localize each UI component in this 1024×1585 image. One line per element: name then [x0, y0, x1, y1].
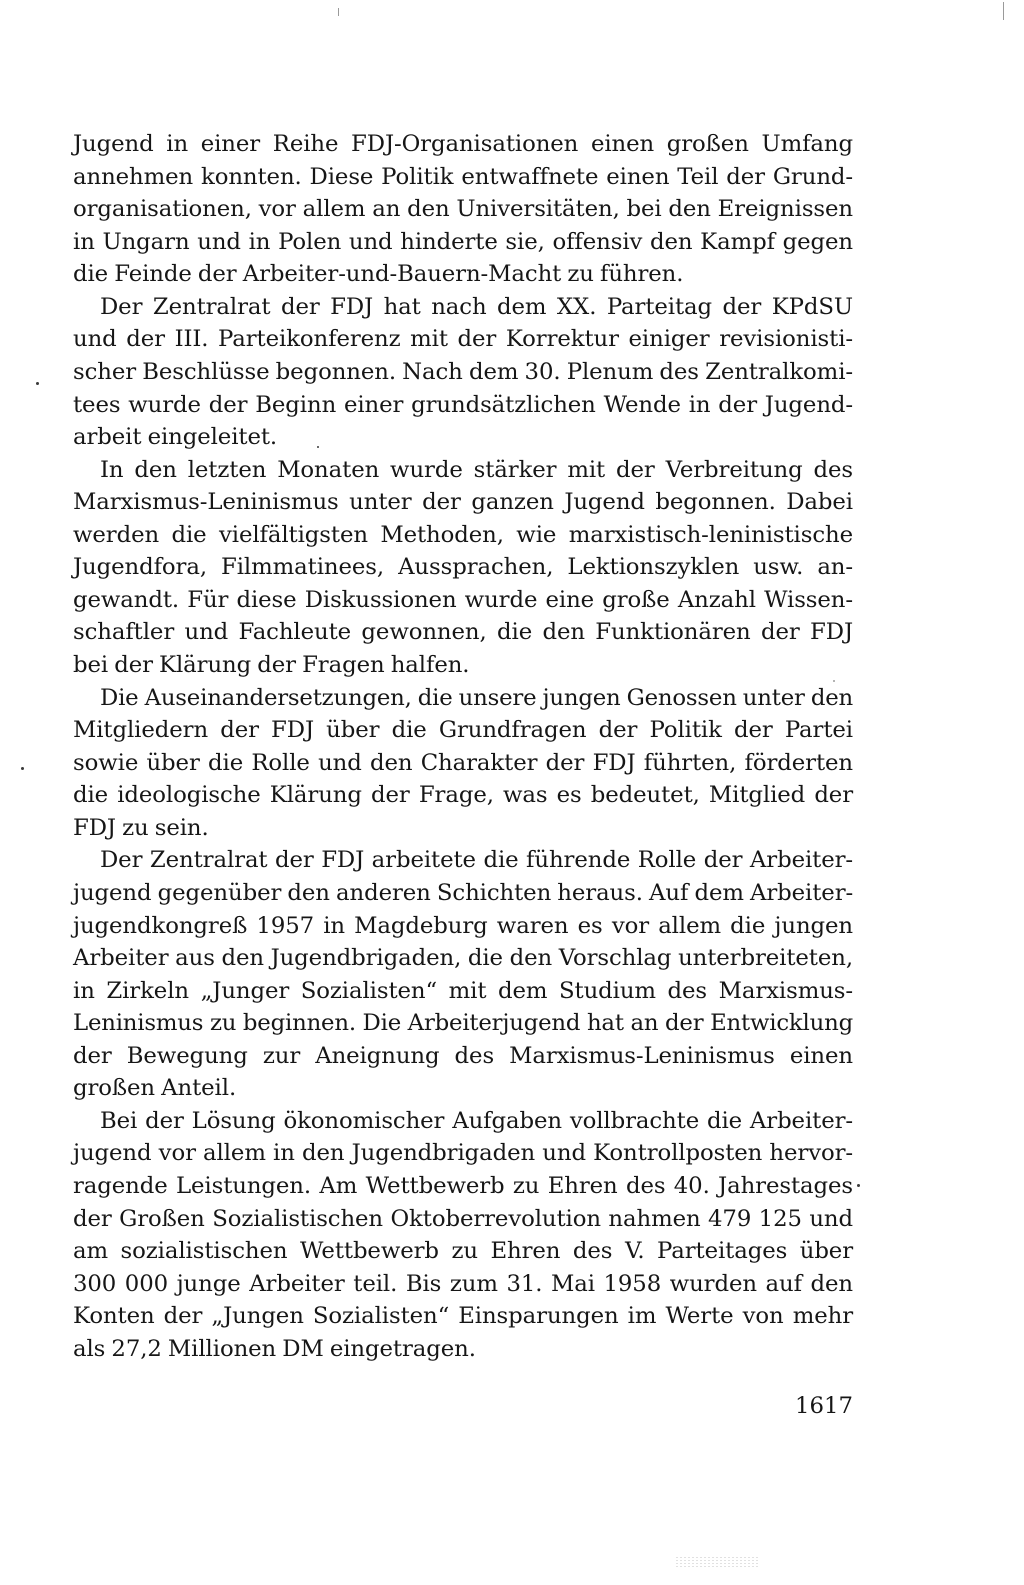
text-line: In den letzten Monaten wurde stärker mit der Verbreitung des: [100, 456, 853, 483]
text-line: FDJ zu sein.: [73, 814, 209, 841]
text-line: Jugendfora, Filmmatinees, Aussprachen, Lektionszyklen usw. an-: [73, 554, 853, 581]
text-line: ragende Leistungen. Am Wettbewerb zu Ehren des 40. Jahrestages: [73, 1173, 853, 1199]
text-line: großen Anteil.: [73, 1075, 237, 1102]
text-line: werden die vielfältigsten Methoden, wie marxistisch-leninistische: [73, 521, 853, 548]
body-text: [73, 128, 853, 1365]
scan-edge-mark: [1003, 2, 1004, 20]
text-line: Konten der „Jungen Sozialisten“ Einsparungen im Werte von mehr: [73, 1303, 853, 1330]
text-line: in Ungarn und in Polen und hinderte sie, offensiv den Kampf gegen: [73, 228, 853, 255]
text-line: jugend gegenüber den anderen Schichten heraus. Auf dem Arbeiter-: [73, 879, 854, 906]
text-line: organisationen, vor allem an den Universitäten, bei den Ereignissen: [73, 196, 853, 223]
text-line: Der Zentralrat der FDJ arbeitete die führende Rolle der Arbeiter-: [100, 847, 853, 874]
text-line: gewandt. Für diese Diskussionen wurde eine große Anzahl Wissen-: [73, 586, 853, 613]
text-line: die ideologische Klärung der Frage, was es bedeutet, Mitglied der: [73, 782, 853, 809]
scan-edge-mark: [338, 8, 339, 16]
text-line: in Zirkeln „Junger Sozialisten“ mit dem Studium des Marxismus-: [73, 977, 853, 1004]
page-number: 1617: [794, 1393, 853, 1419]
scan-speck: [36, 382, 39, 385]
text-line: Bei der Lösung ökonomischer Aufgaben vollbrachte die Arbeiter-: [100, 1107, 853, 1134]
text-line: der Bewegung zur Aneignung des Marxismus-Leninismus einen: [73, 1042, 853, 1069]
text-line: die Feinde der Arbeiter-und-Bauern-Macht zu führen.: [73, 261, 684, 288]
scan-speck: [857, 1184, 860, 1187]
text-line: Mitgliedern der FDJ über die Grundfragen der Politik der Partei: [73, 717, 853, 744]
text-line: und der III. Parteikonferenz mit der Korrektur einiger revisionisti-: [73, 326, 853, 353]
text-line: Leninismus zu beginnen. Die Arbeiterjugend hat an der Entwicklung: [73, 1010, 853, 1037]
text-line: 300 000 junge Arbeiter teil. Bis zum 31. Mai 1958 wurden auf den: [73, 1270, 853, 1297]
scan-speck: [317, 446, 319, 448]
text-line: als 27,2 Millionen DM eingetragen.: [73, 1335, 476, 1362]
text-line: jugend vor allem in den Jugendbrigaden und Kontrollposten hervor-: [73, 1140, 853, 1167]
text-line: Jugend in einer Reihe FDJ-Organisationen einen großen Umfang: [73, 131, 853, 157]
text-line: Arbeiter aus den Jugendbrigaden, die den Vorschlag unterbreiteten,: [73, 945, 853, 972]
text-line: der Großen Sozialistischen Oktoberrevolution nahmen 479 125 und: [73, 1205, 853, 1232]
scan-speck: [833, 680, 835, 682]
scan-dust: [675, 1556, 760, 1568]
text-line: tees wurde der Beginn einer grundsätzlichen Wende in der Jugend-: [73, 391, 853, 418]
text-line: arbeit eingeleitet.: [73, 424, 278, 451]
text-line: Der Zentralrat der FDJ hat nach dem XX. Parteitag der KPdSU: [100, 293, 853, 320]
text-line: annehmen konnten. Diese Politik entwaffnete einen Teil der Grund-: [73, 163, 853, 190]
text-line: Marxismus-Leninismus unter der ganzen Jugend begonnen. Dabei: [73, 489, 853, 516]
text-line: scher Beschlüsse begonnen. Nach dem 30. Plenum des Zentralkomi-: [73, 358, 853, 385]
text-line: sowie über die Rolle und den Charakter der FDJ führten, förderten: [73, 749, 853, 776]
scan-speck: [21, 767, 24, 770]
text-line: Die Auseinandersetzungen, die unsere jungen Genossen unter den: [100, 684, 853, 711]
text-line: jugendkongreß 1957 in Magdeburg waren es vor allem die jungen: [73, 912, 853, 939]
text-line: am sozialistischen Wettbewerb zu Ehren des V. Parteitages über: [73, 1238, 853, 1265]
text-line: bei der Klärung der Fragen halfen.: [73, 652, 470, 678]
text-line: schaftler und Fachleute gewonnen, die den Funktionären der FDJ: [73, 619, 853, 646]
